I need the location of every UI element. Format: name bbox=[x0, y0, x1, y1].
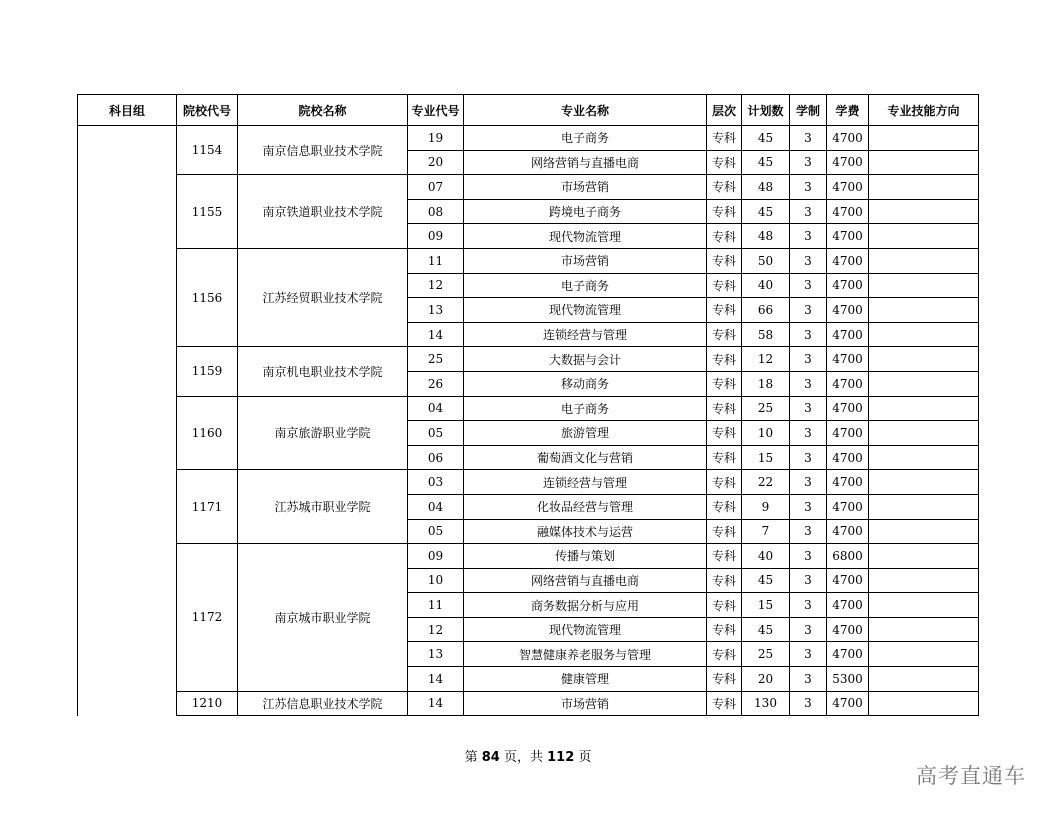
major-code-cell: 25 bbox=[408, 347, 464, 372]
plan-count-cell: 22 bbox=[742, 470, 790, 495]
duration-cell: 3 bbox=[790, 248, 827, 273]
plan-count-cell: 48 bbox=[742, 175, 790, 200]
major-code-cell: 11 bbox=[408, 248, 464, 273]
major-name-cell: 网络营销与直播电商 bbox=[464, 150, 707, 175]
school-code-cell: 1156 bbox=[177, 248, 238, 346]
duration-cell: 3 bbox=[790, 519, 827, 544]
tuition-cell: 4700 bbox=[827, 568, 869, 593]
plan-count-cell: 40 bbox=[742, 544, 790, 569]
page-number: 84 bbox=[481, 750, 500, 765]
level-cell: 专科 bbox=[707, 199, 742, 224]
major-code-cell: 07 bbox=[408, 175, 464, 200]
table-row bbox=[78, 544, 979, 569]
skill-direction-cell bbox=[869, 617, 979, 642]
level-cell: 专科 bbox=[707, 544, 742, 569]
plan-count-cell: 130 bbox=[742, 691, 790, 716]
tuition-cell: 6800 bbox=[827, 544, 869, 569]
level-cell: 专科 bbox=[707, 445, 742, 470]
level-cell: 专科 bbox=[707, 273, 742, 298]
major-name-cell: 智慧健康养老服务与管理 bbox=[464, 642, 707, 667]
plan-count-cell: 9 bbox=[742, 494, 790, 519]
major-code-cell: 05 bbox=[408, 421, 464, 446]
school-name-cell: 南京机电职业技术学院 bbox=[238, 347, 408, 396]
major-code-cell: 12 bbox=[408, 617, 464, 642]
skill-direction-cell bbox=[869, 544, 979, 569]
skill-direction-cell bbox=[869, 273, 979, 298]
major-code-cell: 20 bbox=[408, 150, 464, 175]
plan-count-cell: 25 bbox=[742, 396, 790, 421]
duration-cell: 3 bbox=[790, 445, 827, 470]
watermark: 高考直通车 bbox=[916, 764, 1026, 788]
skill-direction-cell bbox=[869, 175, 979, 200]
major-name-cell: 电子商务 bbox=[464, 126, 707, 151]
header-cell: 院校代号 bbox=[177, 95, 238, 126]
skill-direction-cell bbox=[869, 126, 979, 151]
major-name-cell: 融媒体技术与运营 bbox=[464, 519, 707, 544]
plan-count-cell: 25 bbox=[742, 642, 790, 667]
plan-count-cell: 18 bbox=[742, 371, 790, 396]
major-code-cell: 04 bbox=[408, 494, 464, 519]
major-name-cell: 旅游管理 bbox=[464, 421, 707, 446]
major-code-cell: 13 bbox=[408, 298, 464, 323]
table-row bbox=[78, 347, 979, 372]
header-cell: 学费 bbox=[827, 95, 869, 126]
plan-count-cell: 20 bbox=[742, 667, 790, 692]
tuition-cell: 4700 bbox=[827, 150, 869, 175]
major-name-cell: 大数据与会计 bbox=[464, 347, 707, 372]
duration-cell: 3 bbox=[790, 593, 827, 618]
level-cell: 专科 bbox=[707, 642, 742, 667]
duration-cell: 3 bbox=[790, 421, 827, 446]
skill-direction-cell bbox=[869, 298, 979, 323]
major-name-cell: 连锁经营与管理 bbox=[464, 322, 707, 347]
table-row bbox=[78, 470, 979, 495]
skill-direction-cell bbox=[869, 150, 979, 175]
major-name-cell: 化妆品经营与管理 bbox=[464, 494, 707, 519]
level-cell: 专科 bbox=[707, 224, 742, 249]
duration-cell: 3 bbox=[790, 642, 827, 667]
table-row bbox=[78, 248, 979, 273]
major-code-cell: 06 bbox=[408, 445, 464, 470]
admission-plan-table bbox=[77, 94, 979, 716]
level-cell: 专科 bbox=[707, 396, 742, 421]
duration-cell: 3 bbox=[790, 667, 827, 692]
duration-cell: 3 bbox=[790, 617, 827, 642]
skill-direction-cell bbox=[869, 470, 979, 495]
plan-count-cell: 45 bbox=[742, 126, 790, 151]
skill-direction-cell bbox=[869, 445, 979, 470]
major-name-cell: 现代物流管理 bbox=[464, 224, 707, 249]
plan-count-cell: 10 bbox=[742, 421, 790, 446]
skill-direction-cell bbox=[869, 322, 979, 347]
page-footer bbox=[0, 746, 1056, 765]
tuition-cell: 4700 bbox=[827, 224, 869, 249]
plan-count-cell: 66 bbox=[742, 298, 790, 323]
table-row bbox=[78, 126, 979, 151]
major-code-cell: 14 bbox=[408, 322, 464, 347]
tuition-cell: 4700 bbox=[827, 642, 869, 667]
major-name-cell: 市场营销 bbox=[464, 691, 707, 716]
skill-direction-cell bbox=[869, 642, 979, 667]
major-code-cell: 11 bbox=[408, 593, 464, 618]
level-cell: 专科 bbox=[707, 175, 742, 200]
major-code-cell: 09 bbox=[408, 544, 464, 569]
level-cell: 专科 bbox=[707, 691, 742, 716]
header-cell: 专业代号 bbox=[408, 95, 464, 126]
tuition-cell: 5300 bbox=[827, 667, 869, 692]
level-cell: 专科 bbox=[707, 617, 742, 642]
major-name-cell: 市场营销 bbox=[464, 175, 707, 200]
page-prefix: 第 bbox=[464, 750, 482, 765]
level-cell: 专科 bbox=[707, 519, 742, 544]
page-middle: 页，共 bbox=[499, 750, 548, 765]
major-name-cell: 葡萄酒文化与营销 bbox=[464, 445, 707, 470]
level-cell: 专科 bbox=[707, 150, 742, 175]
major-name-cell: 移动商务 bbox=[464, 371, 707, 396]
plan-count-cell: 12 bbox=[742, 347, 790, 372]
tuition-cell: 4700 bbox=[827, 691, 869, 716]
duration-cell: 3 bbox=[790, 470, 827, 495]
page-suffix: 页 bbox=[574, 750, 592, 765]
duration-cell: 3 bbox=[790, 150, 827, 175]
header-cell: 层次 bbox=[707, 95, 742, 126]
duration-cell: 3 bbox=[790, 371, 827, 396]
table-row bbox=[78, 175, 979, 200]
skill-direction-cell bbox=[869, 396, 979, 421]
school-code-cell: 1210 bbox=[177, 691, 238, 716]
level-cell: 专科 bbox=[707, 347, 742, 372]
school-name-cell: 江苏经贸职业技术学院 bbox=[238, 248, 408, 346]
plan-count-cell: 45 bbox=[742, 199, 790, 224]
school-name-cell: 江苏城市职业学院 bbox=[238, 470, 408, 544]
tuition-cell: 4700 bbox=[827, 519, 869, 544]
skill-direction-cell bbox=[869, 519, 979, 544]
major-name-cell: 现代物流管理 bbox=[464, 617, 707, 642]
table-row bbox=[78, 691, 979, 716]
plan-count-cell: 7 bbox=[742, 519, 790, 544]
table-body bbox=[78, 126, 979, 716]
skill-direction-cell bbox=[869, 593, 979, 618]
tuition-cell: 4700 bbox=[827, 617, 869, 642]
plan-count-cell: 15 bbox=[742, 445, 790, 470]
level-cell: 专科 bbox=[707, 421, 742, 446]
tuition-cell: 4700 bbox=[827, 421, 869, 446]
tuition-cell: 4700 bbox=[827, 126, 869, 151]
tuition-cell: 4700 bbox=[827, 470, 869, 495]
skill-direction-cell bbox=[869, 667, 979, 692]
major-code-cell: 26 bbox=[408, 371, 464, 396]
major-code-cell: 03 bbox=[408, 470, 464, 495]
duration-cell: 3 bbox=[790, 126, 827, 151]
subject-group-cell bbox=[78, 126, 177, 716]
major-code-cell: 14 bbox=[408, 691, 464, 716]
school-code-cell: 1171 bbox=[177, 470, 238, 544]
level-cell: 专科 bbox=[707, 298, 742, 323]
plan-count-cell: 48 bbox=[742, 224, 790, 249]
major-name-cell: 传播与策划 bbox=[464, 544, 707, 569]
skill-direction-cell bbox=[869, 199, 979, 224]
header-cell: 专业名称 bbox=[464, 95, 707, 126]
header-cell: 专业技能方向 bbox=[869, 95, 979, 126]
duration-cell: 3 bbox=[790, 175, 827, 200]
header-cell: 计划数 bbox=[742, 95, 790, 126]
skill-direction-cell bbox=[869, 248, 979, 273]
tuition-cell: 4700 bbox=[827, 175, 869, 200]
school-code-cell: 1160 bbox=[177, 396, 238, 470]
duration-cell: 3 bbox=[790, 396, 827, 421]
school-name-cell: 南京信息职业技术学院 bbox=[238, 126, 408, 175]
major-code-cell: 13 bbox=[408, 642, 464, 667]
school-name-cell: 江苏信息职业技术学院 bbox=[238, 691, 408, 716]
tuition-cell: 4700 bbox=[827, 199, 869, 224]
tuition-cell: 4700 bbox=[827, 298, 869, 323]
level-cell: 专科 bbox=[707, 593, 742, 618]
level-cell: 专科 bbox=[707, 667, 742, 692]
major-code-cell: 09 bbox=[408, 224, 464, 249]
major-code-cell: 12 bbox=[408, 273, 464, 298]
level-cell: 专科 bbox=[707, 126, 742, 151]
school-code-cell: 1172 bbox=[177, 544, 238, 692]
major-code-cell: 08 bbox=[408, 199, 464, 224]
level-cell: 专科 bbox=[707, 494, 742, 519]
duration-cell: 3 bbox=[790, 347, 827, 372]
header-row bbox=[78, 95, 979, 126]
plan-count-cell: 50 bbox=[742, 248, 790, 273]
major-name-cell: 商务数据分析与应用 bbox=[464, 593, 707, 618]
plan-count-cell: 15 bbox=[742, 593, 790, 618]
header-cell: 院校名称 bbox=[238, 95, 408, 126]
skill-direction-cell bbox=[869, 224, 979, 249]
duration-cell: 3 bbox=[790, 568, 827, 593]
major-name-cell: 市场营销 bbox=[464, 248, 707, 273]
school-name-cell: 南京城市职业学院 bbox=[238, 544, 408, 692]
tuition-cell: 4700 bbox=[827, 273, 869, 298]
table-row bbox=[78, 396, 979, 421]
header-cell: 科目组 bbox=[78, 95, 177, 126]
major-code-cell: 04 bbox=[408, 396, 464, 421]
level-cell: 专科 bbox=[707, 470, 742, 495]
tuition-cell: 4700 bbox=[827, 396, 869, 421]
major-name-cell: 连锁经营与管理 bbox=[464, 470, 707, 495]
duration-cell: 3 bbox=[790, 691, 827, 716]
skill-direction-cell bbox=[869, 421, 979, 446]
tuition-cell: 4700 bbox=[827, 248, 869, 273]
header-cell: 学制 bbox=[790, 95, 827, 126]
major-code-cell: 14 bbox=[408, 667, 464, 692]
tuition-cell: 4700 bbox=[827, 445, 869, 470]
plan-count-cell: 45 bbox=[742, 150, 790, 175]
major-name-cell: 电子商务 bbox=[464, 396, 707, 421]
school-code-cell: 1155 bbox=[177, 175, 238, 249]
major-code-cell: 19 bbox=[408, 126, 464, 151]
duration-cell: 3 bbox=[790, 322, 827, 347]
skill-direction-cell bbox=[869, 568, 979, 593]
tuition-cell: 4700 bbox=[827, 322, 869, 347]
major-name-cell: 跨境电子商务 bbox=[464, 199, 707, 224]
tuition-cell: 4700 bbox=[827, 347, 869, 372]
plan-count-cell: 45 bbox=[742, 617, 790, 642]
page-total: 112 bbox=[547, 750, 575, 765]
major-name-cell: 现代物流管理 bbox=[464, 298, 707, 323]
plan-count-cell: 58 bbox=[742, 322, 790, 347]
duration-cell: 3 bbox=[790, 199, 827, 224]
duration-cell: 3 bbox=[790, 273, 827, 298]
duration-cell: 3 bbox=[790, 298, 827, 323]
school-name-cell: 南京铁道职业技术学院 bbox=[238, 175, 408, 249]
duration-cell: 3 bbox=[790, 494, 827, 519]
major-code-cell: 05 bbox=[408, 519, 464, 544]
skill-direction-cell bbox=[869, 347, 979, 372]
plan-count-cell: 40 bbox=[742, 273, 790, 298]
skill-direction-cell bbox=[869, 371, 979, 396]
major-name-cell: 健康管理 bbox=[464, 667, 707, 692]
school-code-cell: 1154 bbox=[177, 126, 238, 175]
duration-cell: 3 bbox=[790, 544, 827, 569]
level-cell: 专科 bbox=[707, 248, 742, 273]
school-code-cell: 1159 bbox=[177, 347, 238, 396]
major-name-cell: 网络营销与直播电商 bbox=[464, 568, 707, 593]
tuition-cell: 4700 bbox=[827, 371, 869, 396]
school-name-cell: 南京旅游职业学院 bbox=[238, 396, 408, 470]
level-cell: 专科 bbox=[707, 371, 742, 396]
skill-direction-cell bbox=[869, 494, 979, 519]
level-cell: 专科 bbox=[707, 568, 742, 593]
skill-direction-cell bbox=[869, 691, 979, 716]
plan-count-cell: 45 bbox=[742, 568, 790, 593]
level-cell: 专科 bbox=[707, 322, 742, 347]
major-code-cell: 10 bbox=[408, 568, 464, 593]
duration-cell: 3 bbox=[790, 224, 827, 249]
tuition-cell: 4700 bbox=[827, 494, 869, 519]
major-name-cell: 电子商务 bbox=[464, 273, 707, 298]
tuition-cell: 4700 bbox=[827, 593, 869, 618]
